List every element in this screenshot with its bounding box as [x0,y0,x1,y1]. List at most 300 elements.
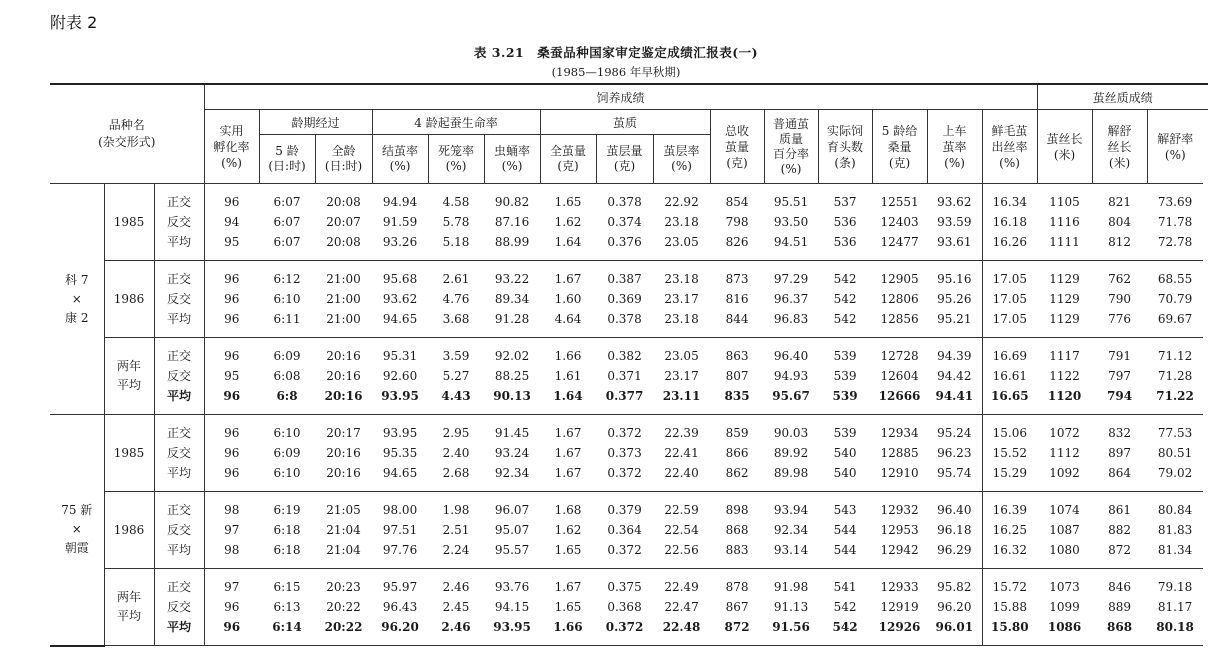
data-cell [428,261,484,338]
value: 1.64 [554,235,582,249]
data-cell [204,492,259,569]
value: 97 [224,523,240,537]
value: 95.74 [937,466,972,480]
cross-type-label: 平均 [167,235,192,249]
table-row [50,415,1208,492]
value: 96 [224,466,240,480]
data-cell [259,415,315,492]
value: 93.95 [493,620,531,634]
value: 872 [1108,543,1132,557]
value: 539 [833,349,857,363]
data-cell [259,492,315,569]
cross-type-label: 反交 [167,600,192,614]
value: 96.83 [773,312,809,326]
value: 1117 [1049,349,1080,363]
variety-name: 科 7 × 康 2 [50,184,104,415]
value: 867 [725,600,749,614]
data-cell [1037,261,1092,338]
value: 790 [1108,292,1132,306]
value: 846 [1108,580,1132,594]
value: 97.29 [773,272,809,286]
value: 96 [224,446,240,460]
table-subtitle: (1985—1986 年早秋期) [551,65,681,79]
data-cell [818,338,872,415]
header-dead-cocoon: 死笼率 (%) [428,135,484,184]
value: 889 [1108,600,1132,614]
data-cell [484,184,540,261]
data-cell [315,184,372,261]
value: 2.51 [442,523,470,537]
value: 807 [725,369,749,383]
year-label: 1985 [104,415,154,492]
value: 97.51 [382,523,418,537]
data-cell [596,569,653,646]
value: 862 [725,466,749,480]
data-cell [764,415,818,492]
value: 1086 [1047,620,1082,634]
value: 854 [725,195,749,209]
data-cell [982,415,1037,492]
value: 93.62 [937,195,972,209]
value: 542 [832,620,858,634]
data-cell [428,492,484,569]
value: 16.65 [991,389,1029,403]
variety-name: 75 新 × 朝霞 [50,415,104,646]
value: 20:17 [326,426,361,440]
value: 16.18 [992,215,1027,229]
data-cell [927,415,982,492]
header-filament-length: 茧丝长 (米) [1037,110,1092,184]
value: 0.377 [605,389,644,403]
cross-type-label: 反交 [167,292,192,306]
value: 12910 [880,466,919,480]
data-cell [596,184,653,261]
data-cell [764,492,818,569]
value: 826 [725,235,749,249]
value: 88.99 [494,235,530,249]
value: 0.372 [605,620,644,634]
data-cell [596,338,653,415]
value: 1116 [1049,215,1080,229]
data-cell [818,569,872,646]
value: 23.05 [664,349,699,363]
data-cell [818,492,872,569]
data-cell [428,338,484,415]
value: 1.66 [554,349,582,363]
data-cell [315,492,372,569]
value: 20:16 [324,389,363,403]
value: 96.23 [937,446,972,460]
value: 94.15 [494,600,530,614]
value: 12806 [880,292,919,306]
value: 92.34 [494,466,530,480]
value: 95.51 [773,195,809,209]
cross-type-labels [154,492,204,569]
data-cell [1147,492,1203,569]
value: 1.67 [554,426,582,440]
data-cell [653,415,710,492]
cross-type-label: 正交 [167,580,192,594]
value: 4.58 [442,195,470,209]
value: 96.43 [382,600,418,614]
data-cell [710,338,764,415]
header-instar5: 5 龄 (日:时) [259,135,315,184]
header-fullinstar: 全龄 (日:时) [315,135,372,184]
value: 6:10 [273,426,301,440]
data-cell [204,261,259,338]
value: 95.57 [494,543,530,557]
value: 80.84 [1157,503,1193,517]
value: 6:07 [273,215,301,229]
value: 816 [725,292,749,306]
value: 72.78 [1157,235,1193,249]
value: 94.51 [773,235,809,249]
value: 537 [833,195,857,209]
value: 1.67 [554,466,582,480]
value: 776 [1108,312,1132,326]
data-cell [372,261,428,338]
value: 1112 [1049,446,1080,460]
value: 95.16 [937,272,972,286]
value: 5.78 [442,215,470,229]
value: 21:00 [326,312,361,326]
value: 16.34 [992,195,1027,209]
value: 863 [725,349,749,363]
year-label: 1985 [104,184,154,261]
value: 861 [1108,503,1132,517]
value: 79.02 [1157,466,1193,480]
value: 1.64 [553,389,583,403]
value: 12666 [878,389,921,403]
value: 20:16 [326,349,361,363]
data-cell [1092,184,1147,261]
value: 94 [224,215,240,229]
value: 1129 [1049,292,1080,306]
value: 1.67 [554,580,582,594]
data-cell [872,261,927,338]
data-cell [315,415,372,492]
value: 2.24 [442,543,470,557]
value: 1.61 [554,369,582,383]
value: 791 [1108,349,1132,363]
value: 1072 [1049,426,1080,440]
value: 540 [833,446,857,460]
value: 71.28 [1157,369,1193,383]
value: 1120 [1047,389,1082,403]
value: 80.51 [1157,446,1193,460]
value: 12932 [880,503,919,517]
header-actual-count: 实际饲 育头数 (条) [818,110,872,184]
data-cell [982,569,1037,646]
data-cell [1037,569,1092,646]
cross-type-label: 平均 [167,543,192,557]
value: 6:10 [273,292,301,306]
value: 1.67 [554,446,582,460]
value: 1.66 [553,620,583,634]
value: 2.46 [442,580,470,594]
value: 798 [725,215,749,229]
data-cell [927,569,982,646]
value: 94.39 [937,349,972,363]
value: 898 [725,503,749,517]
value: 539 [833,369,857,383]
cross-type-labels [154,184,204,261]
value: 22.40 [664,466,699,480]
value: 96.20 [381,620,419,634]
data-cell [710,492,764,569]
data-cell [372,569,428,646]
data-cell [818,184,872,261]
value: 20:22 [326,600,361,614]
table-row [50,338,1208,415]
value: 897 [1108,446,1132,460]
value: 91.98 [773,580,809,594]
value: 1.68 [554,503,582,517]
header-reelability: 解舒率 (%) [1147,110,1203,184]
value: 0.374 [607,215,642,229]
data-cell [982,338,1037,415]
value: 0.371 [607,369,642,383]
value: 23.18 [664,272,699,286]
value: 96.01 [935,620,974,634]
data-cell [818,415,872,492]
value: 6:12 [273,272,301,286]
value: 22.92 [664,195,699,209]
value: 15.06 [992,426,1027,440]
value: 95.24 [937,426,972,440]
value: 95.26 [937,292,972,306]
cross-type-label: 平均 [167,389,192,403]
header-reelable-length: 解舒 丝长 (米) [1092,110,1147,184]
value: 81.34 [1157,543,1193,557]
value: 93.95 [381,389,419,403]
data-cell [204,184,259,261]
value: 0.372 [607,466,642,480]
value: 0.376 [607,235,642,249]
value: 88.25 [494,369,530,383]
value: 866 [725,446,749,460]
value: 96.37 [773,292,809,306]
value: 844 [725,312,749,326]
value: 864 [1108,466,1132,480]
value: 95.21 [937,312,972,326]
table-title: 表 3.21 桑蚕品种国家审定鉴定成绩汇报表(一) [473,45,759,60]
cross-type-label: 反交 [167,369,192,383]
data-cell [1147,338,1203,415]
value: 15.88 [992,600,1027,614]
value: 5.18 [442,235,470,249]
value: 12728 [880,349,919,363]
data-cell [540,569,596,646]
data-cell [315,569,372,646]
value: 12403 [880,215,919,229]
value: 71.12 [1157,349,1193,363]
value: 12885 [880,446,919,460]
data-cell [259,569,315,646]
value: 96 [224,600,240,614]
value: 12953 [880,523,919,537]
value: 92.02 [494,349,530,363]
header-variety: 品种名 (杂交形式) [50,84,204,184]
cross-type-labels [154,261,204,338]
value: 0.373 [607,446,642,460]
value: 832 [1108,426,1132,440]
value: 91.59 [382,215,418,229]
value: 81.83 [1157,523,1193,537]
header-cocoon-rate: 结茧率 (%) [372,135,428,184]
data-cell [484,492,540,569]
value: 89.98 [773,466,809,480]
value: 1.98 [442,503,470,517]
data-cell [927,492,982,569]
data-cell [872,415,927,492]
header-leaf-5: 5 龄给 桑量 (克) [872,110,927,184]
value: 96.40 [937,503,972,517]
value: 1.62 [554,523,582,537]
value: 22.59 [664,503,699,517]
value: 23.11 [662,389,701,403]
value: 20:22 [324,620,363,634]
value: 536 [833,235,857,249]
cross-type-labels [154,569,204,646]
value: 1087 [1049,523,1080,537]
value: 22.49 [664,580,699,594]
header-rearing-group: 饲养成绩 [204,84,1037,110]
value: 6:15 [273,580,301,594]
data-cell [540,415,596,492]
value: 93.95 [382,426,418,440]
data-cell [653,569,710,646]
value: 868 [1107,620,1133,634]
value: 544 [833,523,857,537]
value: 1122 [1049,369,1080,383]
value: 93.94 [773,503,809,517]
header-shell-weight: 茧层量 (克) [596,135,653,184]
value: 21:00 [326,272,361,286]
cross-type-label: 平均 [167,312,192,326]
value: 20:16 [326,466,361,480]
value: 15.72 [992,580,1027,594]
data-cell [872,184,927,261]
value: 1074 [1049,503,1080,517]
data-cell [1092,569,1147,646]
value: 21:04 [326,523,361,537]
value: 2.40 [442,446,470,460]
value: 539 [833,426,857,440]
value: 812 [1108,235,1132,249]
value: 804 [1108,215,1132,229]
value: 93.14 [773,543,809,557]
value: 71.78 [1157,215,1193,229]
value: 96.18 [937,523,972,537]
value: 94.41 [935,389,974,403]
value: 98 [224,543,240,557]
value: 96 [224,292,240,306]
header-pupa-rate: 虫蛹率 (%) [484,135,540,184]
value: 1.62 [554,215,582,229]
value: 96 [223,620,241,634]
data-cell [653,338,710,415]
value: 94.93 [773,369,809,383]
value: 544 [833,543,857,557]
year-label: 两年 平均 [104,338,154,415]
value: 542 [833,292,857,306]
data-cell [540,261,596,338]
value: 3.59 [442,349,470,363]
cross-type-label: 平均 [167,620,192,634]
value: 6:14 [272,620,302,634]
data-cell [372,492,428,569]
value: 94.65 [382,312,418,326]
value: 90.13 [493,389,531,403]
value: 1.60 [554,292,582,306]
data-cell [982,261,1037,338]
value: 1.65 [554,195,582,209]
value: 96 [224,272,240,286]
data-cell [596,415,653,492]
value: 22.48 [662,620,701,634]
value: 6:07 [273,235,301,249]
data-cell [1147,415,1203,492]
value: 15.80 [991,620,1029,634]
table-row [50,569,1208,646]
value: 20:23 [326,580,361,594]
value: 93.26 [382,235,418,249]
data-cell [1147,261,1203,338]
header-normal-pct: 普通茧 质量 百分率 (%) [764,110,818,184]
data-cell [372,184,428,261]
value: 91.28 [494,312,530,326]
data-cell [927,261,982,338]
data-cell [764,338,818,415]
value: 20:08 [326,235,361,249]
value: 542 [833,272,857,286]
value: 541 [833,580,857,594]
value: 6:07 [273,195,301,209]
value: 94.65 [382,466,418,480]
value: 2.61 [442,272,470,286]
data-cell [710,569,764,646]
cross-type-label: 正交 [167,503,192,517]
value: 794 [1107,389,1133,403]
data-cell [710,184,764,261]
value: 96 [224,312,240,326]
header-silk-group: 茧丝质成绩 [1037,84,1208,110]
data-cell [259,338,315,415]
value: 868 [725,523,749,537]
data-cell [428,569,484,646]
data-cell [982,492,1037,569]
cross-type-label: 正交 [167,272,192,286]
results-table [50,83,1208,647]
value: 16.26 [992,235,1027,249]
value: 97 [224,580,240,594]
value: 22.39 [664,426,699,440]
value: 93.61 [937,235,972,249]
value: 93.76 [494,580,530,594]
value: 872 [724,620,750,634]
value: 93.22 [494,272,530,286]
value: 16.32 [992,543,1027,557]
value: 542 [833,312,857,326]
data-cell [484,261,540,338]
value: 12856 [880,312,919,326]
value: 95.68 [382,272,418,286]
value: 91.13 [773,600,809,614]
value: 16.61 [992,369,1027,383]
value: 21:00 [326,292,361,306]
value: 0.379 [607,503,642,517]
